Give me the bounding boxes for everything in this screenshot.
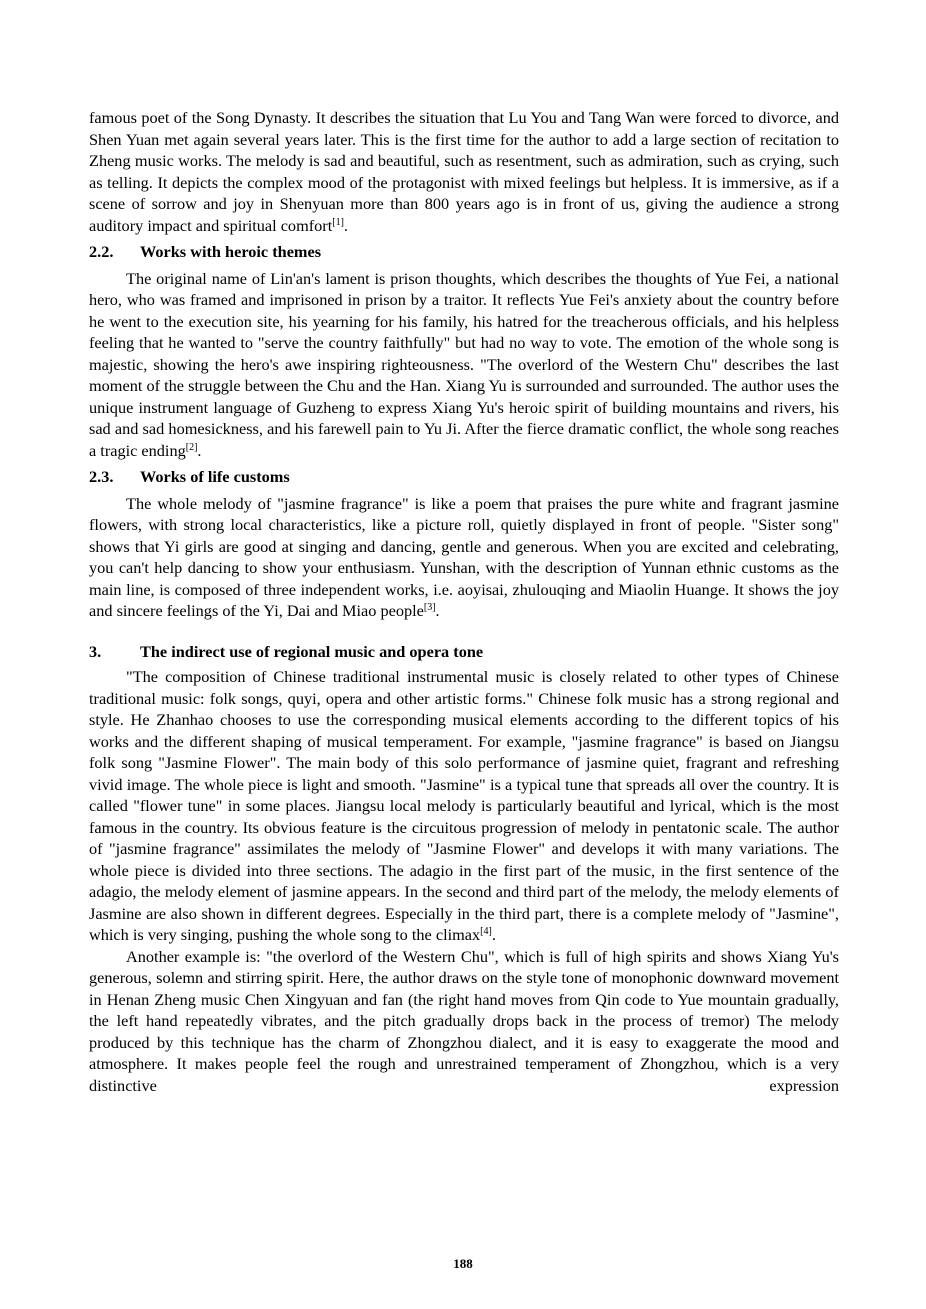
- paragraph-text: The original name of Lin'an's lament is prison thoughts, which describes the thoughts of Yue Fei, a national hero, who was framed and imprisoned in prison by a traitor. It reflects Yue Fei's anxiety about the country before he went to the execution site, his yearning for his family, his hatred for the treacherous officials, and his helpless feeling that he wanted to "serve the country faithfully" but had no way to vote. The emotion of the whole song is majestic, showing the hero's awe inspiring righteousness. "The overlord of the Western Chu" describes the last moment of the struggle between the Chu and the Han. Xiang Yu is surrounded and surrounded. The author uses the unique instrument language of Guzheng to express Xiang Yu's heroic spirit of building mountains and rivers, his sad and sad homesickness, and his farewell pain to Yu Ji. After the fierce dramatic conflict, the whole song reaches a tragic ending: [89, 268, 839, 460]
- citation: [1]: [332, 216, 344, 228]
- subsection-heading-2-2: [89, 241, 839, 263]
- section-heading-3: [89, 641, 839, 663]
- punct: .: [435, 601, 440, 620]
- citation: [4]: [480, 926, 492, 937]
- punct: .: [343, 215, 348, 235]
- section-number: 2.3.: [89, 467, 114, 486]
- page-number: 188: [453, 1256, 473, 1271]
- paragraph-continuation: [89, 107, 839, 236]
- page-body: [89, 107, 839, 1096]
- paragraph-text: Another example is: "the overlord of the Western Chu", which is full of high spirits and shows Xiang Yu's generous, solemn and stirring spirit. Here, the author draws on the style tone of monophonic downward movement in Henan Zheng music Chen Xingyuan and fan (the right hand moves from Qin code to Yue mountain gradually, the left hand repeatedly vibrates, and the pitch gradually drops back in the process of tremor) The melody produced by this technique has the charm of Zhongzhou dialect, and it is easy to exaggerate the mood and atmosphere. It makes people feel the rough and unrestrained temperament of Zhongzhou, which is a very distinctive expression: [89, 946, 839, 1095]
- paragraph-text: The whole melody of "jasmine fragrance" is like a poem that praises the pure white and fragrant jasmine flowers, with strong local characteristics, like a picture roll, quietly displayed in front of people. "Sister song" shows that Yi girls are good at singing and dancing, gentle and generous. When you are excited and celebrating, you can't help dancing to show your enthusiasm. Yunshan, with the description of Yunnan ethnic customs as the main line, is composed of three independent works, i.e. aoyisai, zhulouqing and Miaolin Huange. It shows the joy and sincere feelings of the Yi, Dai and Miao people: [89, 493, 839, 620]
- paragraph-regional-music: [89, 666, 839, 946]
- paragraph-heroic-themes: [89, 268, 839, 462]
- section-title: Works with heroic themes: [140, 242, 322, 261]
- subsection-heading-2-3: [89, 466, 839, 488]
- section-number: 3.: [89, 641, 102, 661]
- punct: .: [197, 440, 202, 460]
- paragraph-another-example: [89, 946, 839, 1097]
- punct: .: [491, 925, 496, 944]
- section-title: The indirect use of regional music and opera tone: [140, 641, 484, 661]
- paragraph-text: famous poet of the Song Dynasty. It describes the situation that Lu You and Tang Wan were forced to divorce, and Shen Yuan met again several years later. This is the first time for the author to add a large section of recitation to Zheng music works. The melody is sad and beautiful, such as resentment, such as admiration, such as crying, such as telling. It depicts the complex mood of the protagonist with mixed feelings but helpless. It is immersive, as if a scene of sorrow and joy in Shenyuan more than 800 years ago is in front of us, giving the audience a strong auditory impact and spiritual comfort: [89, 108, 839, 235]
- section-title: Works of life customs: [140, 467, 290, 486]
- citation: [2]: [185, 441, 198, 453]
- paragraph-text: "The composition of Chinese traditional instrumental music is closely related to other types of Chinese traditional music: folk songs, quyi, opera and other artistic forms." Chinese folk music has a strong regional and style. He Zhanhao chooses to use the corresponding musical elements according to the different topics of his works and the different shaping of musical temperament. For example, "jasmine fragrance" is based on Jiangsu folk song "Jasmine Flower". The main body of this solo performance of jasmine quiet, fragrant and refreshing vivid image. The whole piece is light and smooth. "Jasmine" is a typical tune that spreads all over the country. It is called "flower tune" in some places. Jiangsu local melody is particularly beautiful and lyrical, which is the most famous in the country. Its obvious feature is the circuitous progression of melody in pentatonic scale. The author of "jasmine fragrance" assimilates the melody of "Jasmine Flower" and develops it with many variations. The whole piece is divided into three sections. The adagio in the first part of the music, in the first sentence of the adagio, the melody element of jasmine appears. In the second and third part of the melody, the melody elements of Jasmine are also shown in different degrees. Especially in the third part, there is a complete melody of "Jasmine", which is very singing, pushing the whole song to the climax: [89, 667, 839, 944]
- citation: [3]: [423, 602, 436, 613]
- paragraph-life-customs: [89, 493, 839, 622]
- section-number: 2.2.: [89, 242, 114, 261]
